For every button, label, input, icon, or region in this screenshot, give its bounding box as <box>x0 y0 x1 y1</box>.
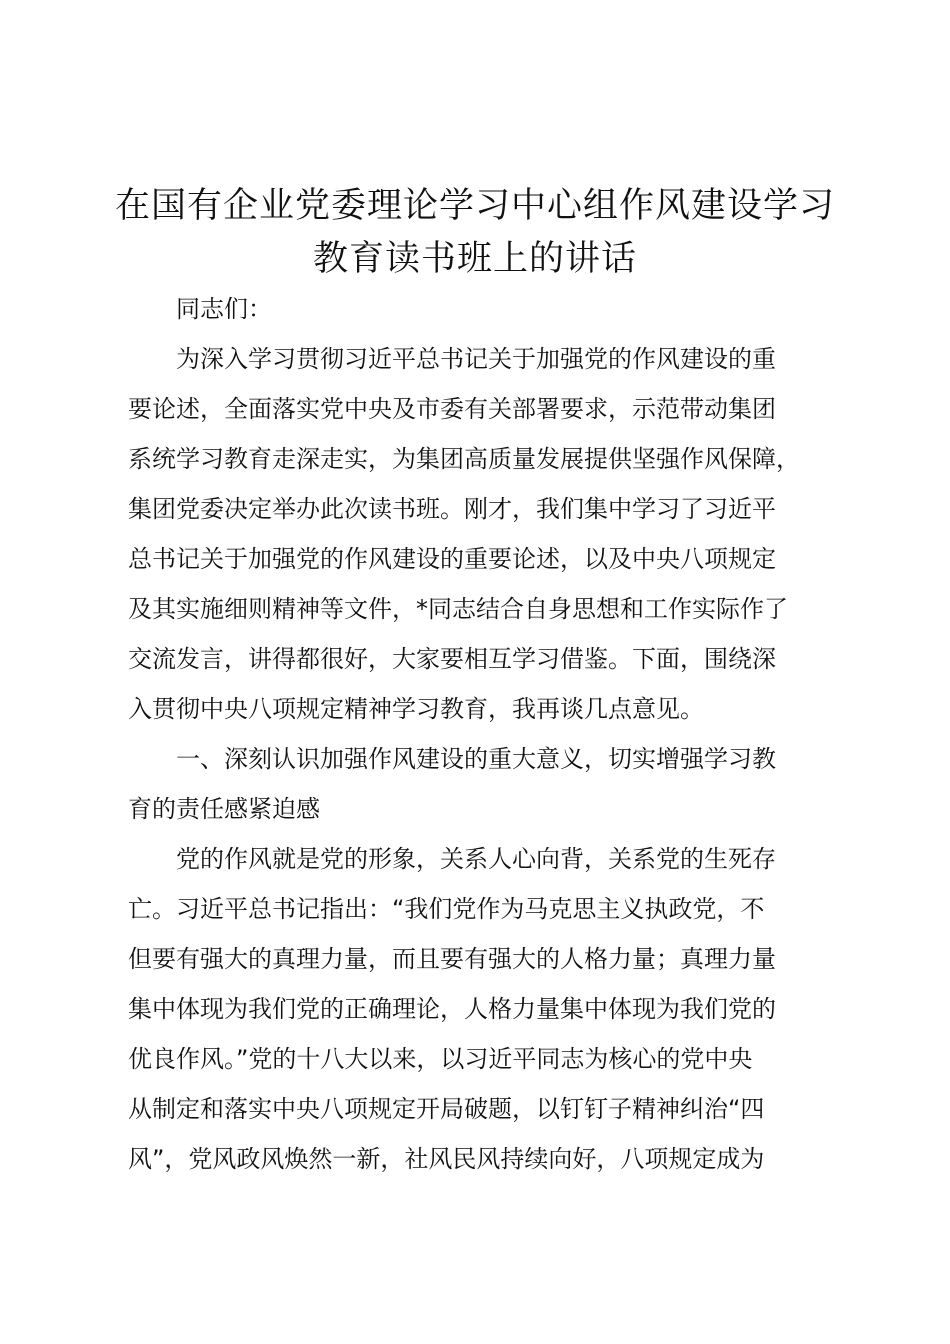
text-line: 优良作风。”党的十八大以来，以习近平同志为核心的党中央 <box>128 1045 753 1073</box>
text-line: 为深入学习贯彻习近平总书记关于加强党的作风建设的重 <box>176 345 776 373</box>
title-line-1: 在国有企业党委理论学习中心组作风建设学习 <box>114 186 835 226</box>
text-line: 亡。习近平总书记指出：“我们党作为马克思主义执政党，不 <box>128 895 765 923</box>
text-line: 集团党委决定举办此次读书班。刚才，我们集中学习了习近平 <box>128 495 776 523</box>
text-line: 及其实施细则精神等文件，*同志结合自身思想和工作实际作了 <box>128 595 788 623</box>
document-title <box>110 180 840 286</box>
text-line: 系统学习教育走深走实，为集团高质量发展提供坚强作风保障， <box>128 445 800 473</box>
text-line: 总书记关于加强党的作风建设的重要论述，以及中央八项规定 <box>128 545 776 573</box>
text-line: 育的责任感紧迫感 <box>128 795 320 823</box>
title-line-2: 教育读书班上的讲话 <box>312 239 637 279</box>
paragraph-section-1 <box>128 834 833 1184</box>
text-line: 集中体现为我们党的正确理论，人格力量集中体现为我们党的 <box>128 995 776 1023</box>
text-line: 入贯彻中央八项规定精神学习教育，我再谈几点意见。 <box>128 695 704 723</box>
text-line: 从制定和落实中央八项规定开局破题，以钉钉子精神纠治“四 <box>128 1095 765 1123</box>
section-heading-1 <box>128 734 833 834</box>
text-line: 一、深刻认识加强作风建设的重大意义，切实增强学习教 <box>176 745 776 773</box>
salutation: 同志们： <box>176 295 272 323</box>
text-line: 党的作风就是党的形象，关系人心向背，关系党的生死存 <box>176 845 776 873</box>
text-line: 风”，党风政风焕然一新，社风民风持续向好，八项规定成为 <box>128 1145 765 1173</box>
document-body <box>128 284 833 1184</box>
paragraph-intro <box>128 334 833 734</box>
text-line: 要论述，全面落实党中央及市委有关部署要求，示范带动集团 <box>128 395 776 423</box>
text-line: 但要有强大的真理力量，而且要有强大的人格力量；真理力量 <box>128 945 776 973</box>
text-line: 交流发言，讲得都很好，大家要相互学习借鉴。下面，围绕深 <box>128 645 776 673</box>
